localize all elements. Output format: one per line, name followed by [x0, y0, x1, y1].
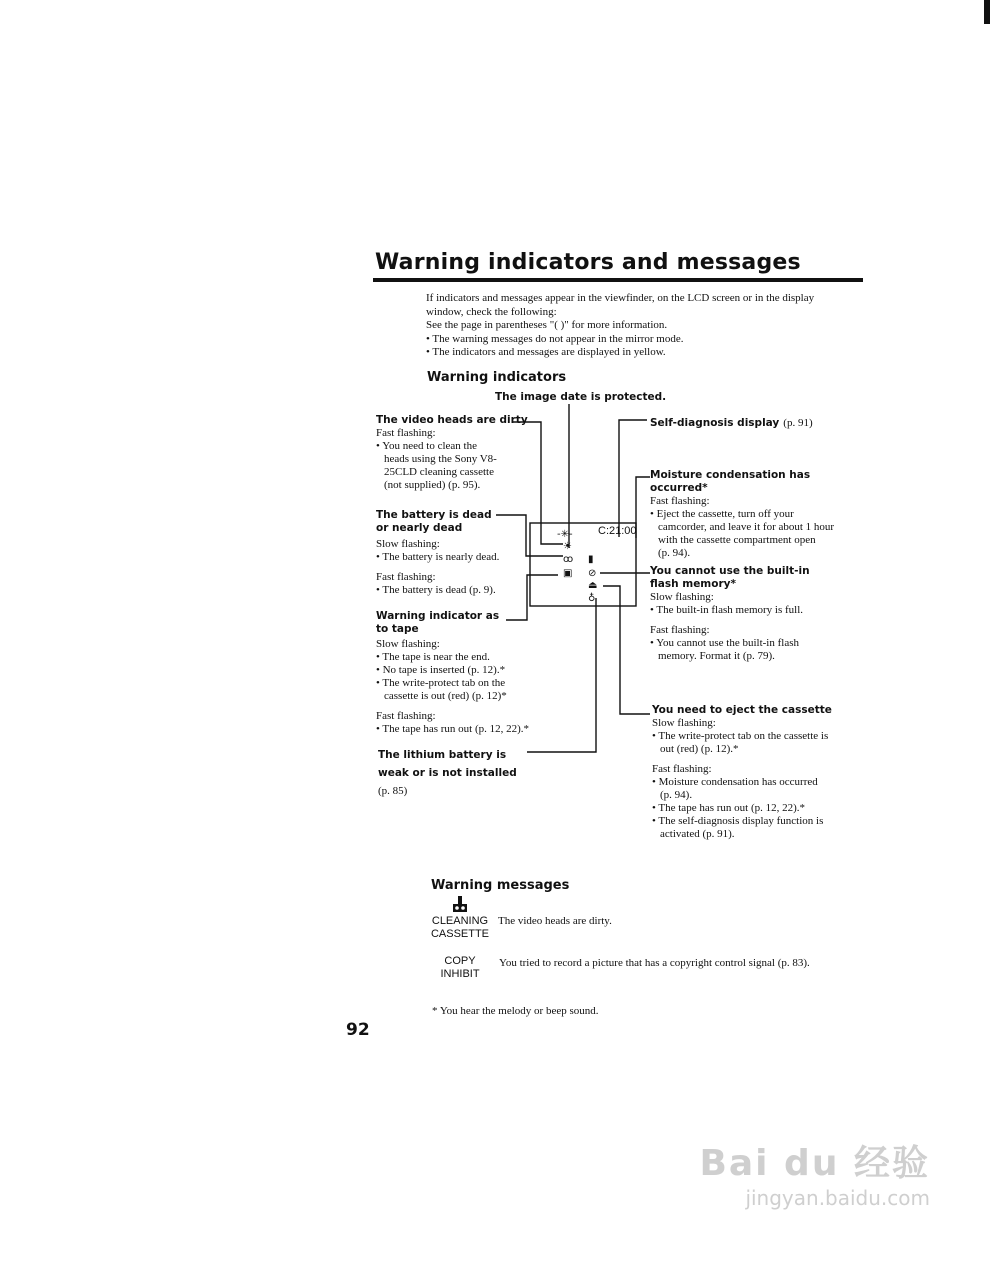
item-title: Moisture condensation has occurred* — [650, 469, 811, 494]
intro-line: See the page in parentheses "( )" for more information. — [426, 319, 668, 331]
left-item-battery — [376, 509, 494, 535]
item-title: The lithium battery is weak or is not installed — [378, 749, 517, 779]
right-item-moisture — [650, 469, 865, 560]
item-line: Fast flashing: — [650, 624, 710, 636]
left-item-tape — [376, 610, 506, 636]
item-line: (not supplied) (p. 95). — [384, 479, 481, 491]
item-line: • The tape is near the end. — [376, 651, 490, 663]
item-suffix: (p. 85) — [378, 785, 408, 797]
image-date-label: The image date is protected. — [495, 391, 667, 403]
item-line: • The battery is nearly dead. — [376, 551, 500, 563]
item-line: • The built-in flash memory is full. — [650, 604, 804, 616]
message-code-copy — [430, 955, 490, 981]
lcd-display-icons — [557, 529, 597, 604]
watermark-logo-text: Bai du 经验 — [699, 1143, 930, 1184]
watermark-url: jingyan.baidu.com — [745, 1186, 930, 1210]
item-line: • The battery is dead (p. 9). — [376, 584, 496, 596]
item-line: • The tape has run out (p. 12, 22).* — [652, 802, 806, 814]
item-line: cassette is out (red) (p. 12)* — [384, 690, 507, 702]
right-item-flash-memory — [650, 565, 835, 663]
flash-icon: ☀ — [563, 541, 572, 552]
item-line: • The self-diagnosis display function is — [652, 815, 824, 827]
item-line: 25CLD cleaning cassette — [384, 466, 494, 478]
item-title: You need to eject the cassette — [652, 704, 832, 716]
item-line: Slow flashing: — [376, 538, 440, 550]
item-line: camcorder, and leave it for about 1 hour — [658, 521, 835, 533]
intro-line: • The warning messages do not appear in the mirror mode. — [426, 332, 684, 345]
message-text: The video heads are dirty. — [498, 915, 612, 927]
footnote: * You hear the melody or beep sound. — [432, 1005, 599, 1017]
battery-icon: ▮ — [588, 554, 594, 565]
left-item-lithium — [378, 745, 528, 799]
indicators-heading: Warning indicators — [427, 370, 567, 385]
item-line: Fast flashing: — [376, 710, 436, 722]
item-line: • The write-protect tab on the cassette is — [652, 730, 829, 742]
eject-icon: ⏏ — [588, 580, 598, 591]
message-code-cleaning — [428, 915, 492, 941]
item-line: (p. 94). — [658, 547, 691, 559]
message-code-line: INHIBIT — [440, 968, 480, 980]
display-time: C:21:00 — [598, 525, 637, 537]
item-line: Slow flashing: — [376, 638, 440, 650]
item-title: You cannot use the built-in flash memory* — [650, 565, 810, 590]
item-line: Fast flashing: — [376, 571, 436, 583]
item-title: Self-diagnosis display — [650, 417, 780, 429]
item-line: Fast flashing: — [652, 763, 712, 775]
page-title: Warning indicators and messages — [375, 250, 801, 275]
message-code-line: CLEANING — [431, 915, 489, 927]
self-timer-icon: -✳- — [557, 529, 573, 540]
item-line: Slow flashing: — [652, 717, 716, 729]
item-title: The video heads are dirty — [376, 414, 528, 426]
video-head-icon: ꝏ — [563, 554, 574, 565]
message-text: You tried to record a picture that has a copyright control signal (p. 83). — [499, 957, 810, 969]
item-line: • The write-protect tab on the — [376, 677, 506, 689]
left-item-video-heads — [376, 414, 546, 492]
item-line: Fast flashing: — [376, 427, 436, 439]
item-line: • You cannot use the built-in flash — [650, 637, 799, 649]
memory-icon: ⊘ — [588, 568, 597, 579]
item-line: • The tape has run out (p. 12, 22).* — [376, 723, 530, 735]
intro-line: If indicators and messages appear in the viewfinder, on the LCD screen or in the display window, check the following: — [426, 292, 815, 318]
item-line: out (red) (p. 12).* — [660, 743, 739, 755]
tape-icon: ▣ — [563, 568, 573, 579]
item-line: activated (p. 91). — [660, 828, 735, 840]
item-line: (p. 94). — [660, 789, 693, 801]
item-line: Fast flashing: — [650, 495, 710, 507]
lithium-icon: ♁ — [588, 593, 596, 604]
item-line: • Eject the cassette, turn off your — [650, 508, 794, 520]
item-line: heads using the Sony V8- — [384, 453, 497, 465]
messages-heading: Warning messages — [431, 878, 570, 893]
item-line: • You need to clean the — [376, 440, 477, 452]
watermark — [699, 1135, 930, 1210]
item-line: Slow flashing: — [650, 591, 714, 603]
left-item-tape-lines — [376, 638, 536, 736]
item-line: • Moisture condensation has occurred — [652, 776, 818, 788]
message-code-line: CASSETTE — [430, 928, 490, 940]
right-item-self-diagnosis — [650, 413, 813, 431]
item-title: Warning indicator as to tape — [376, 610, 500, 635]
page-number: 92 — [346, 1020, 370, 1040]
cleaning-cassette-icon — [453, 896, 467, 912]
item-line: with the cassette compartment open — [658, 534, 816, 546]
item-line: • No tape is inserted (p. 12).* — [376, 664, 506, 676]
intro-line: • The indicators and messages are displayed in yellow. — [426, 346, 666, 358]
right-item-eject — [652, 704, 867, 841]
item-title: The battery is dead or nearly dead — [376, 509, 492, 534]
left-item-battery-lines — [376, 538, 526, 597]
item-suffix: (p. 91) — [783, 417, 813, 429]
item-line: memory. Format it (p. 79). — [658, 650, 775, 662]
message-code-line: COPY — [444, 955, 476, 967]
